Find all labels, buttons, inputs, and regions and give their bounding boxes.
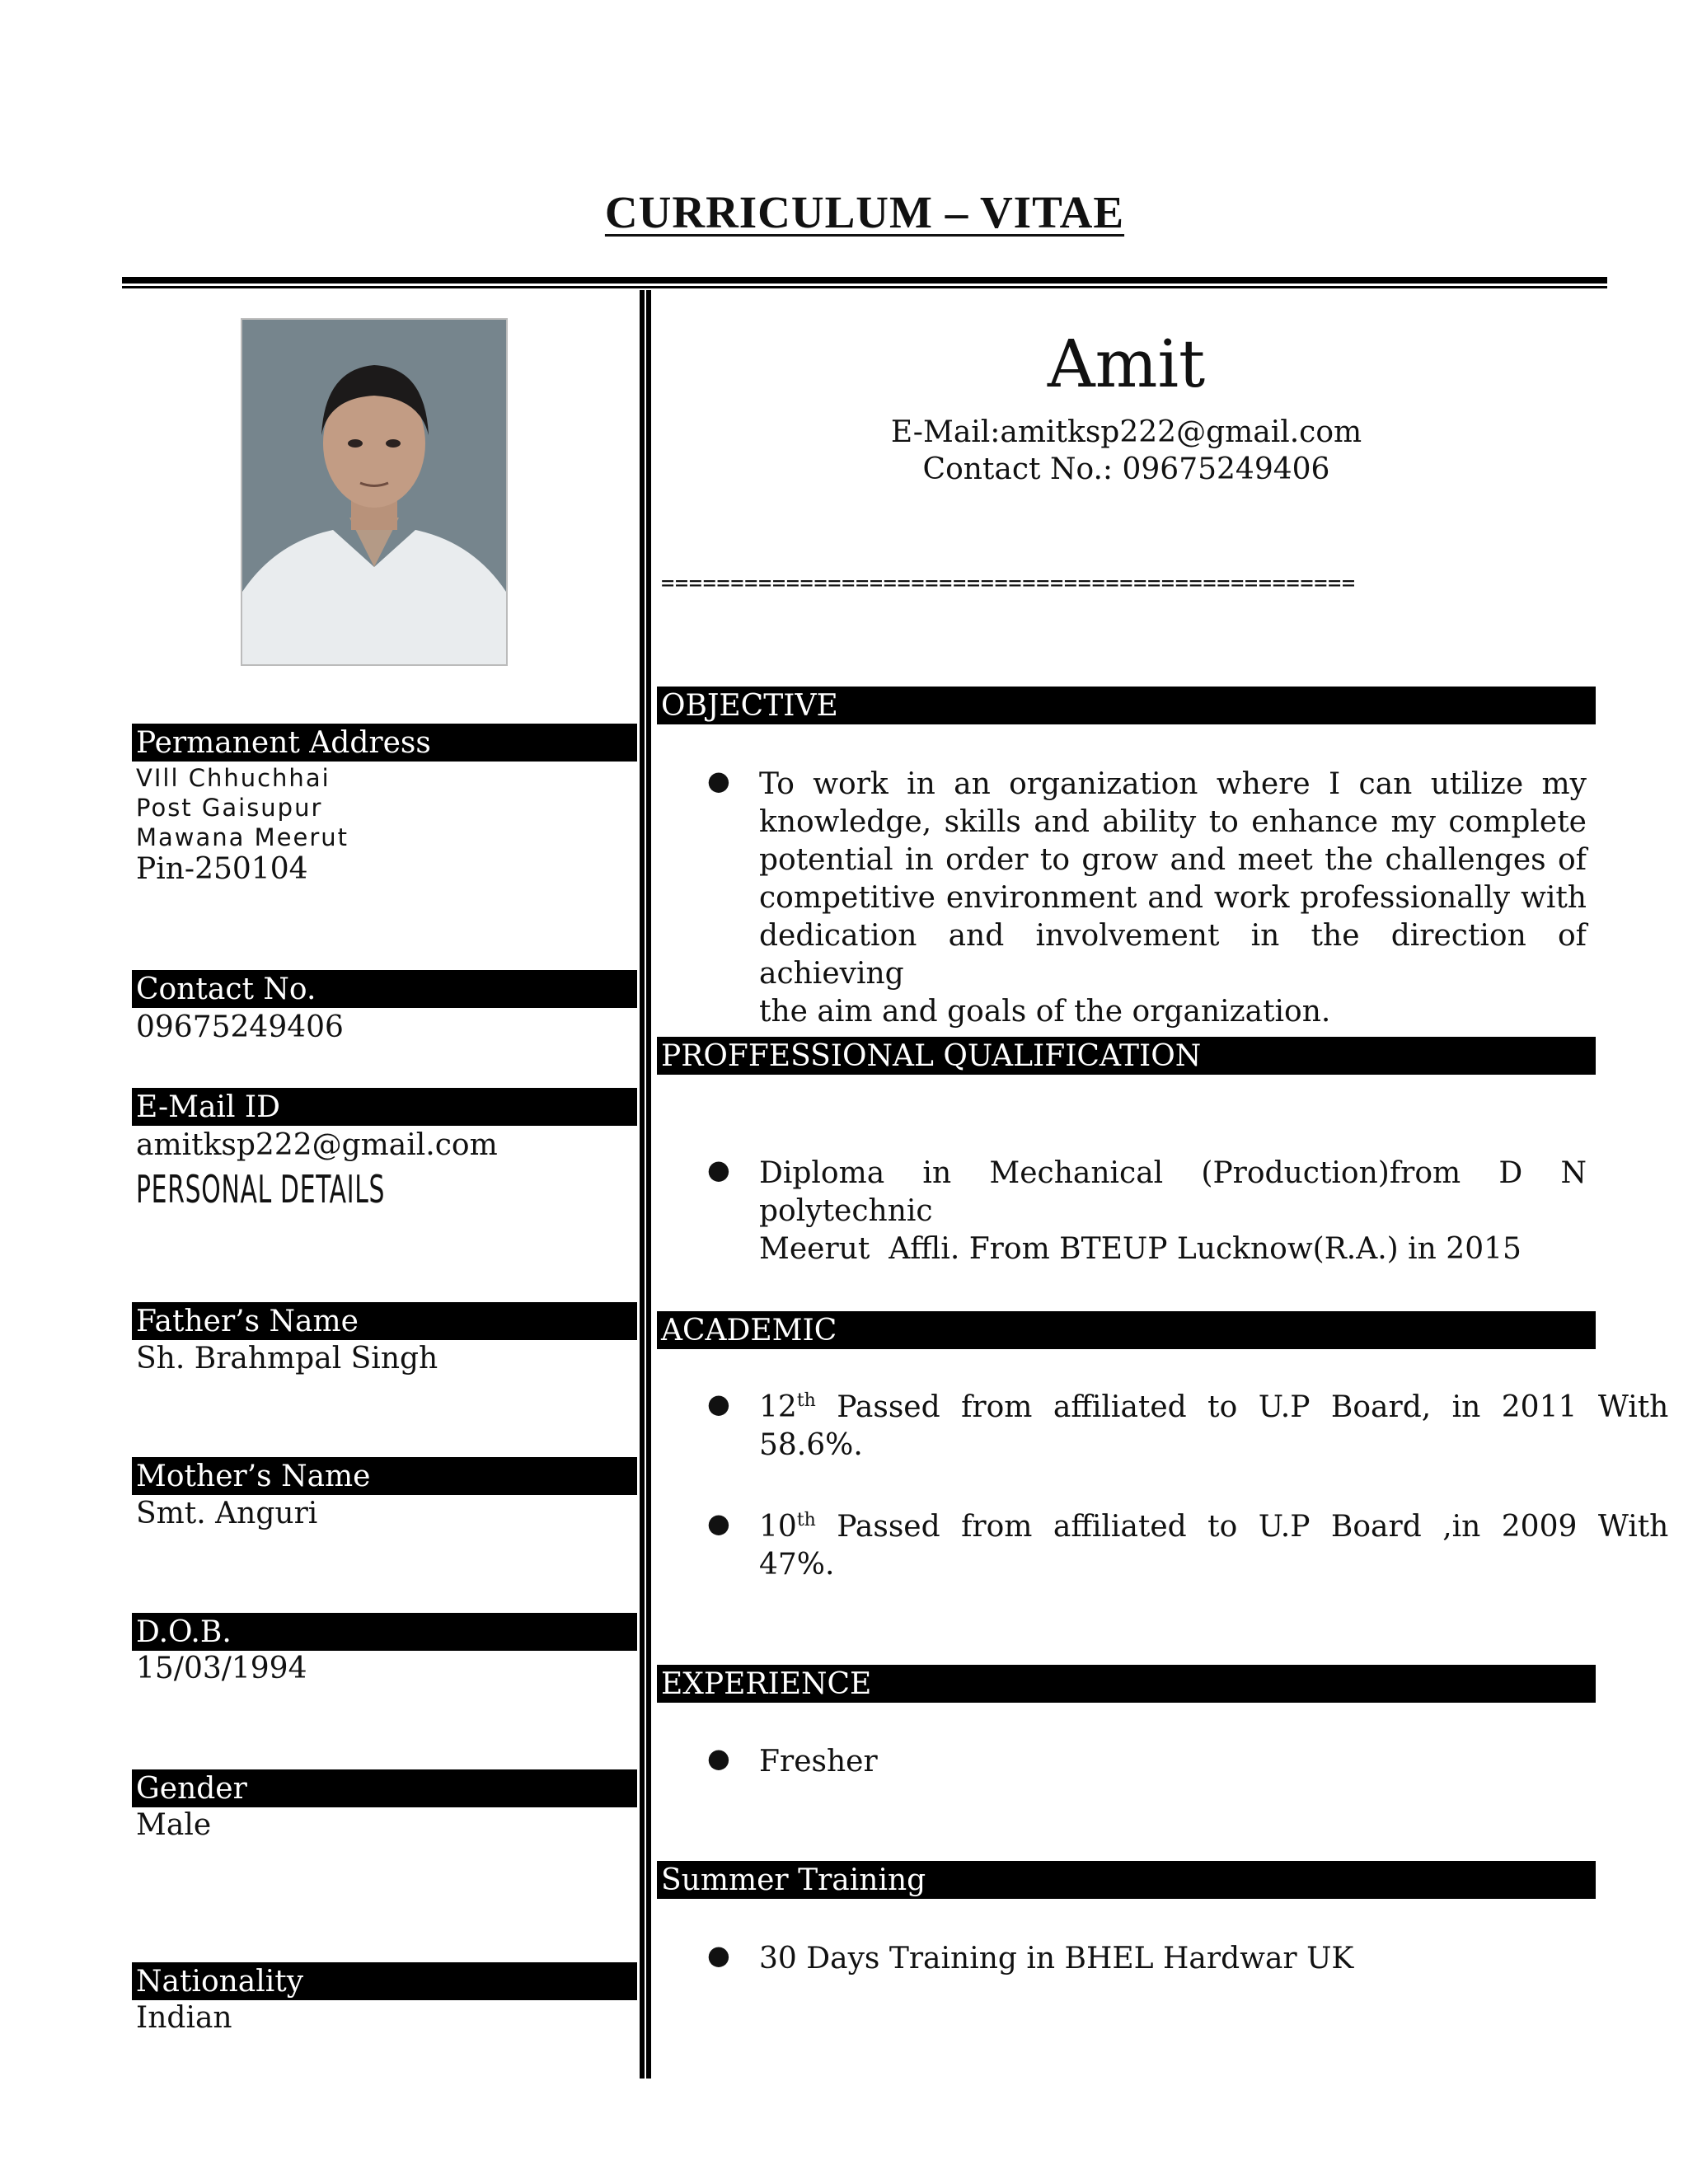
qualification-heading: PROFFESSIONAL QUALIFICATION	[657, 1037, 1596, 1075]
qualification-line: Diploma in Mechanical (Production)from D N polytechnic	[759, 1156, 1587, 1228]
separator-line: ==================================================	[661, 570, 1356, 596]
academic-detail: Passed from affiliated to U.P Board ,in 2009 With	[815, 1510, 1669, 1544]
experience-item: Fresher	[759, 1745, 878, 1779]
dob-value: 15/03/1994	[136, 1652, 307, 1685]
father-name-value: Sh. Brahmpal Singh	[136, 1342, 438, 1376]
objective-text	[759, 766, 1587, 1031]
father-name-label: Father’s Name	[132, 1302, 637, 1340]
grade-number: 10	[759, 1510, 797, 1544]
nationality-value: Indian	[136, 2001, 232, 2035]
objective-line: the aim and goals of the organization.	[759, 995, 1331, 1029]
contact-value: 09675249406	[136, 1010, 344, 1044]
bullet-icon: ●	[707, 1742, 730, 1774]
mother-name-label: Mother’s Name	[132, 1457, 637, 1495]
academic-line	[759, 1389, 1669, 1427]
email-value: amitksp222@gmail.com	[136, 1128, 498, 1162]
dob-label: D.O.B.	[132, 1613, 637, 1651]
candidate-name: Amit	[1047, 326, 1206, 402]
header-rule-thick	[122, 277, 1607, 284]
column-divider	[640, 290, 651, 2079]
address-line: Post Gaisupur	[136, 794, 323, 822]
academic-line	[759, 1508, 1669, 1546]
address-line: VIll Chhuchhai	[136, 764, 331, 792]
objective-line: dedication and involvement in the direction of achieving	[759, 919, 1587, 991]
address-pin: Pin-250104	[136, 852, 308, 886]
academic-line: 47%.	[759, 1548, 835, 1582]
gender-label: Gender	[132, 1769, 637, 1807]
contact-label: Contact No.	[132, 970, 637, 1008]
bullet-icon: ●	[707, 1507, 730, 1539]
address-line: Mawana Meerut	[136, 823, 349, 851]
training-heading: Summer Training	[657, 1861, 1596, 1899]
academic-heading: ACADEMIC	[657, 1311, 1596, 1349]
bullet-icon: ●	[707, 1388, 730, 1419]
objective-line: competitive environment and work professionally with	[759, 881, 1587, 915]
qualification-line: Meerut Affli. From BTEUP Lucknow(R.A.) in 2015	[759, 1232, 1522, 1266]
nationality-label: Nationality	[132, 1962, 637, 2000]
bullet-icon: ●	[707, 1939, 730, 1971]
email-label: E-Mail ID	[132, 1088, 637, 1126]
person-photo-icon	[242, 320, 506, 664]
academic-12th-text	[759, 1389, 1669, 1465]
header-email: E-Mail:amitksp222@gmail.com	[890, 415, 1362, 449]
objective-line: To work in an organization where I can utilize my	[759, 767, 1587, 801]
academic-detail: Passed from affiliated to U.P Board, in 2011 With	[815, 1390, 1669, 1424]
experience-heading: EXPERIENCE	[657, 1665, 1596, 1703]
objective-line: knowledge, skills and ability to enhance my complete	[759, 805, 1587, 839]
objective-heading: OBJECTIVE	[657, 687, 1596, 724]
bullet-icon: ●	[707, 1154, 730, 1185]
academic-line: 58.6%.	[759, 1428, 863, 1462]
academic-10th-text	[759, 1508, 1669, 1584]
grade-suffix: th	[796, 1510, 816, 1530]
objective-line: potential in order to grow and meet the challenges of	[759, 843, 1587, 877]
grade-suffix: th	[796, 1390, 816, 1411]
header-contact: Contact No.: 09675249406	[922, 452, 1330, 486]
page-title: CURRICULUM – VITAE	[604, 187, 1125, 237]
qualification-text	[759, 1155, 1587, 1268]
header-rule-thin	[122, 286, 1607, 288]
training-item: 30 Days Training in BHEL Hardwar UK	[759, 1942, 1354, 1975]
profile-photo	[241, 318, 508, 666]
personal-details-heading: PERSONAL DETAILS	[136, 1167, 386, 1212]
permanent-address-label: Permanent Address	[132, 724, 637, 762]
grade-number: 12	[759, 1390, 797, 1424]
bullet-icon: ●	[707, 765, 730, 796]
mother-name-value: Smt. Anguri	[136, 1497, 318, 1530]
gender-value: Male	[136, 1808, 212, 1842]
